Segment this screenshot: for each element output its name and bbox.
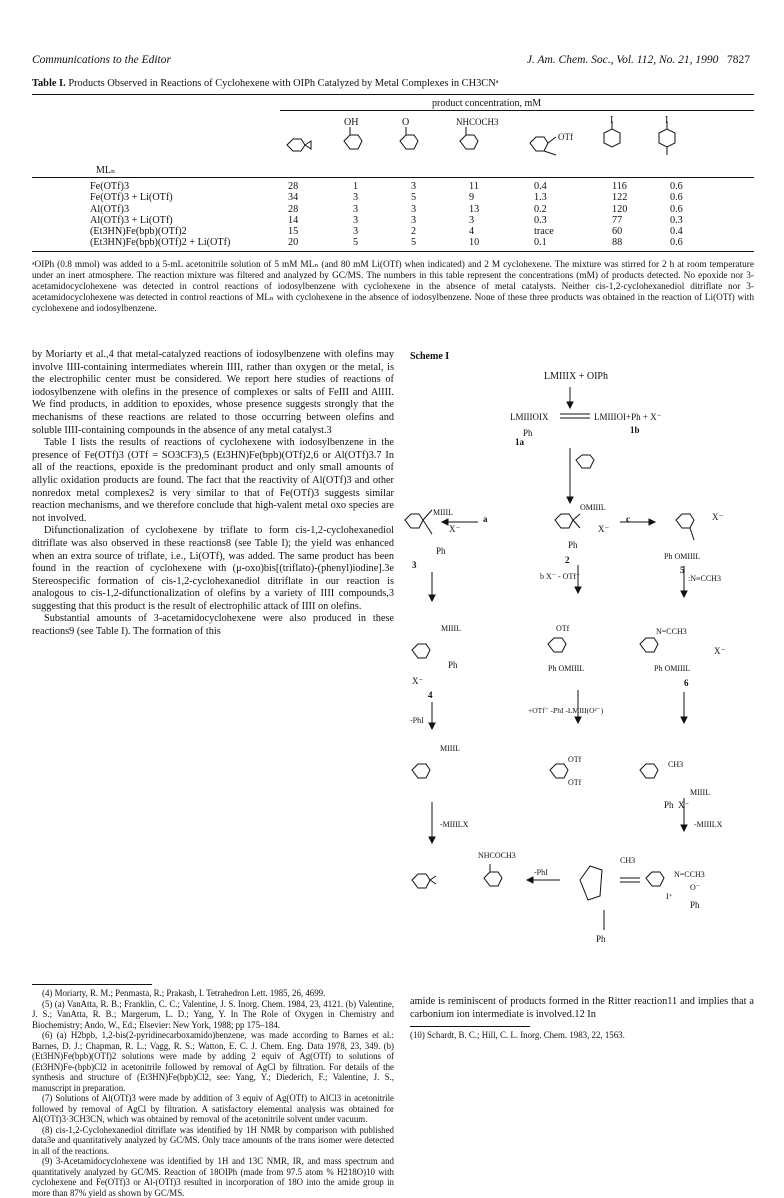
right-reference: (10) Schardt, B. C.; Hill, C. L. Inorg. Chem. 1983, 22, 1563. bbox=[410, 1030, 625, 1040]
amide-product-ring bbox=[484, 872, 502, 886]
otf-mid: OTf bbox=[556, 624, 570, 633]
value-cell: 88 bbox=[612, 237, 623, 249]
cyclic-intermediate-ring bbox=[640, 764, 658, 778]
col-label-i: I bbox=[610, 115, 614, 126]
catalyst-cell: Fe(OTf)3 + Li(OTf) bbox=[90, 192, 173, 204]
om-6: OMIIIL bbox=[664, 664, 691, 673]
value-cell: 2 bbox=[411, 226, 417, 238]
arrow-a-label: a bbox=[483, 514, 488, 524]
value-cell: 3 bbox=[411, 203, 417, 215]
col-label-nhcoch3: NHCOCH3 bbox=[456, 117, 499, 127]
value-cell: 3 bbox=[353, 203, 359, 215]
structure-4-ring bbox=[412, 644, 430, 658]
value-cell: 116 bbox=[612, 181, 627, 192]
acetonitrile-reagent: :N≡CCH3 bbox=[688, 574, 721, 583]
value-cell: 0.2 bbox=[534, 203, 547, 215]
value-cell: 20 bbox=[288, 237, 299, 249]
arrow-c-label: c bbox=[626, 514, 630, 524]
value-cell: 0.1 bbox=[534, 237, 547, 249]
value-cell: 5 bbox=[411, 237, 417, 249]
col-label-oh: OH bbox=[344, 117, 359, 128]
value-cell: 3 bbox=[411, 181, 417, 192]
value-cell: 3 bbox=[353, 192, 359, 204]
ph-5: Ph bbox=[664, 552, 673, 561]
scheme-reactants: LMIIIX + OIPh bbox=[544, 371, 608, 382]
om-5: OMIIIL bbox=[674, 552, 701, 561]
minus-phi-left: -PhI bbox=[410, 716, 424, 725]
label-6: 6 bbox=[684, 678, 689, 688]
label-5: 5 bbox=[680, 565, 685, 575]
value-cell: 10 bbox=[469, 237, 480, 249]
ph-2: Ph bbox=[568, 540, 578, 550]
om-2: OMIIIL bbox=[580, 503, 606, 512]
value-cell: 0.4 bbox=[670, 226, 683, 238]
ph-6: Ph bbox=[654, 664, 663, 673]
value-cell: 3 bbox=[411, 214, 417, 226]
paragraph-4: Substantial amounts of 3-acetamidocyclohexene were also produced in these reactions9 (see Table I). The formation of this bbox=[32, 613, 394, 638]
value-cell: 15 bbox=[288, 226, 299, 238]
otf-prod-top: OTf bbox=[568, 755, 582, 764]
halide-product-ring bbox=[412, 764, 430, 778]
catalyst-cell: Fe(OTf)3 bbox=[90, 181, 130, 192]
value-cell: 122 bbox=[612, 192, 628, 204]
table-caption-text: Products Observed in Reactions of Cyclohexene with OIPh Catalyzed by Metal Complexes in CH3CNᵃ bbox=[68, 78, 499, 89]
label-1b: 1b bbox=[630, 425, 640, 435]
ominus: O⁻ bbox=[690, 883, 700, 892]
ref-7: (7) Solutions of Al(OTf)3 were made by addition of 3 equiv of Ag(OTf) to AlCl3 in acetonitrile followed by removal of AgCl by filtration. A satisfactory elemental analysis was obtained for Al(OTf)3·3CH3CN, which was obtained by removal of the acetonitrile solvent under vacuum. bbox=[32, 1093, 394, 1124]
value-cell: 0.6 bbox=[670, 181, 683, 192]
ph-cyclic: Ph bbox=[664, 800, 674, 810]
label-3: 3 bbox=[412, 560, 417, 570]
reference-list bbox=[32, 988, 394, 1198]
ref-8: (8) cis-1,2-Cyclohexanediol ditriflate was identified by 1H NMR by comparison with published data3e and quantitatively analyzed by GC/MS. Only trace amounts of the trans isomer were detected in all of the reactions. bbox=[32, 1124, 394, 1156]
table-label: Table I. bbox=[32, 78, 66, 89]
intermediate-1b-formula: LMIIIOI+Ph + X⁻ bbox=[594, 412, 662, 422]
value-cell: 3 bbox=[353, 214, 359, 226]
col-label-i2: I bbox=[665, 115, 669, 126]
value-cell: 0.6 bbox=[670, 237, 683, 249]
label-4: 4 bbox=[428, 690, 433, 700]
nitrilium-oxazoline: N=CCH3 bbox=[674, 870, 705, 879]
minus-mx-left: -MIIILX bbox=[440, 820, 469, 829]
page-number: 7827 bbox=[727, 54, 750, 66]
catalyst-cell: Al(OTf)3 + Li(OTf) bbox=[90, 214, 173, 226]
scheme-title: Scheme I bbox=[410, 351, 450, 362]
value-cell: 0.3 bbox=[670, 214, 683, 226]
catalyst-cell: (Et3HN)Fe(bpb)(OTf)2 bbox=[90, 226, 187, 238]
x-minus-2: X⁻ bbox=[598, 524, 610, 534]
value-cell: 0.6 bbox=[670, 192, 683, 204]
minus-mx-right: -MIIILX bbox=[694, 820, 723, 829]
ch3-cyclic: CH3 bbox=[668, 760, 684, 769]
value-cell: 120 bbox=[612, 203, 628, 215]
catalyst-cell: (Et3HN)Fe(bpb)(OTf)2 + Li(OTf) bbox=[90, 237, 231, 249]
value-cell: 0.4 bbox=[534, 181, 547, 192]
body-right-column: amide is reminiscent of products formed in the Ritter reaction11 and implies that a carbonium ion intermediate is involved.12 In bbox=[410, 996, 754, 1020]
ch3-bicyclic: CH3 bbox=[620, 856, 636, 865]
nitrilium-6: N=CCH3 bbox=[656, 627, 687, 636]
structure-6-ring bbox=[640, 638, 658, 652]
group-header: product concentration, mM bbox=[432, 98, 542, 109]
value-cell: 77 bbox=[612, 214, 623, 226]
oxazoline-ring bbox=[646, 872, 664, 886]
paragraph-3: Difunctionalization of cyclohexene by triflate to form cis-1,2-cyclohexanediol ditriflate was also observed in these reactions8 (see Table I); the yield was enhanced when an extra source of triflate, i.e., Li(OTf), was added. The same product has been found in the reaction of cyclohexene with (μ-oxo)bis[(triflato)-(phenyl)iodine].3e Stereospecific formation of cis-1,2-cyclohexanediol ditriflate in our reaction is analogous to cis-1,2-difunctionalization of olefins by a variety of IIII compounds,3 suggesting that this product is the result of electrophilic attack of IIII on olefins. bbox=[32, 525, 394, 612]
value-cell: 60 bbox=[612, 226, 623, 238]
x-minus-3: X⁻ bbox=[449, 524, 461, 534]
value-cell: 11 bbox=[469, 181, 479, 192]
right-footnote-rule bbox=[410, 1026, 530, 1027]
ph-x-cyclic bbox=[664, 800, 689, 811]
ph-4: Ph bbox=[448, 660, 458, 670]
mlabel-3: MIIIL bbox=[433, 508, 453, 517]
ph-oxazoline: Ph bbox=[690, 900, 700, 910]
ph-1a: Ph bbox=[523, 428, 533, 438]
value-cell: 1.3 bbox=[534, 192, 547, 204]
x-minus-cyclic: X⁻ bbox=[678, 800, 690, 810]
value-cell: 3 bbox=[469, 214, 475, 226]
value-cell: 9 bbox=[469, 192, 475, 204]
table-footnote: ᵃOIPh (0.8 mmol) was added to a 5-mL acetonitrile solution of 5 mM MLₙ (and 80 mM Li(OTf) when indicated) and 2 M cyclohexene. The mixture was stirred for 2 h at room temperature under an inert atmosphere. The reaction mixture was filtered and analyzed by GC/MS. The numbers in this table represent the concentrations (mM) of products detected. No epoxide nor 3-acetamidocyclohexene was detected in control reactions of iodosylbenzene with cyclohexene in the absence of metal catalysts. Neither cis-1,2-cyclohexanediol ditriflate nor 3-acetamidocyclohexene was detected in control reactions of MLₙ with cyclohexene in the absence of iodosylbenzene. None of these three products was obtained in the reaction of Li(OTf) with cyclohexene and iodosylbenzene. bbox=[32, 260, 754, 315]
value-cell: 3 bbox=[353, 226, 359, 238]
x-minus-4: X⁻ bbox=[412, 676, 424, 686]
intermediate-mid-ring bbox=[548, 638, 566, 652]
col-label-o: O bbox=[402, 117, 410, 128]
catalyst-cell: Al(OTf)3 bbox=[90, 203, 130, 215]
value-cell: 28 bbox=[288, 181, 299, 192]
mlabel-cyclic: MIIIL bbox=[690, 788, 710, 797]
ref-9: (9) 3-Acetamidocyclohexene was identified by 1H and 13C NMR, IR, and mass spectrum and quantitatively analyzed by GC/MS. Reaction of 18OIPh (made from 97.5 atom % H218O)10 with cyclohexene and Fe(OTf)3 or Al-(OTf)3 resulted in incorporation of 18O into the amide group in more than 87% yield as shown by GC/MS. bbox=[32, 1156, 394, 1198]
col-label-otf: OTf bbox=[558, 132, 573, 142]
value-cell: 1 bbox=[353, 181, 359, 192]
otf-elim-step: +OTf⁻ -PhI -LMIII(O²⁻) bbox=[528, 706, 604, 715]
i-plus: I⁺ bbox=[666, 892, 673, 901]
value-cell: 28 bbox=[288, 203, 299, 215]
ditriflate-product-ring bbox=[550, 764, 568, 778]
value-cell: 0.3 bbox=[534, 214, 547, 226]
ph-mid: Ph bbox=[548, 664, 557, 673]
value-cell: 13 bbox=[469, 203, 480, 215]
ph-3: Ph bbox=[436, 546, 446, 556]
ref-4: (4) Moriarty, R. M.; Penmasta, R.; Prakash, I. Tetrahedron Lett. 1985, 26, 4699. bbox=[42, 988, 326, 998]
footnote-rule bbox=[32, 984, 152, 985]
value-cell: 5 bbox=[411, 192, 417, 204]
running-head: Communications to the Editor bbox=[32, 54, 171, 66]
label-2: 2 bbox=[565, 555, 570, 565]
value-cell: trace bbox=[534, 226, 554, 238]
bicyclic-intermediate bbox=[580, 866, 602, 900]
ref-6: (6) (a) H2bpb, 1,2-bis(2-pyridinecarboxamido)benzene, was made according to Barnes et al.: Barnes, D. J.; Chapman, R. L.; Vagg, R. S.; Watton, E. C. J. Chem. Eng. Data 1978, 23, 349. (b) (Et3HN)Fe(bpb)(OTf)2 solutions were made by adding 2 equiv of Ag(OTf) to solutions of (Et3HN)Fe-(bpb)Cl2 in acetonitrile followed by removal of AgCl by filtration. For details of the synthesis and structure of (Et3HN)Fe(bpb)Cl2, see: Yang, Y.; Diederich, F.; Valentine, J. S., manuscript in preparation. bbox=[32, 1030, 394, 1093]
otf-prod-bottom: OTf bbox=[568, 778, 582, 787]
paragraph-2: Table I lists the results of reactions of cyclohexene with iodosylbenzene in the presence of Fe(OTf)3 (OTf = SO3CF3),5 (Et3HN)Fe(bpb)(OTf)2,6 or Al(OTf)3.7 In all of the reactions, epoxide is the predominant product and only small amounts of allylic oxidation products are found. The fact that the reactivity of Al(OTf)3 and other nonredox metal complexes2 is very similar to that of Fe(OTf)3 suggests similar reaction mechanisms, and we therefore conclude that high-valent metal oxo species are not involved. bbox=[32, 437, 394, 524]
ref-5: (5) (a) VanAtta, R. B.; Franklin, C. C.; Valentine, J. S. Inorg. Chem. 1984, 23, 4121. (b) Valentine, J. S.; VanAtta, R. B.; Margerum, L. D.; Yang, Y. In The Role of Oxygen in Chemistry and Biochemistry; Ando, W., Ed.; Elsevier: New York, 1988; pp 175–184. bbox=[32, 998, 394, 1030]
value-cell: 34 bbox=[288, 192, 299, 204]
journal-name: J. Am. Chem. Soc., Vol. 112, No. 21, 1990 bbox=[526, 54, 719, 66]
intermediate-1a-formula: LMIIIOIX bbox=[510, 412, 549, 422]
label-1a: 1a bbox=[515, 437, 524, 447]
value-cell: 4 bbox=[469, 226, 475, 238]
row-header: MLₙ bbox=[96, 165, 116, 176]
epoxide-product bbox=[412, 874, 430, 888]
minus-phi-amide: -PhI bbox=[534, 868, 548, 877]
mlabel-4: MIIIL bbox=[441, 624, 461, 633]
value-cell: 5 bbox=[353, 237, 359, 249]
x-minus-5: X⁻ bbox=[712, 512, 724, 522]
ph-bicyclic: Ph bbox=[596, 934, 606, 944]
x-minus-6: X⁻ bbox=[714, 646, 726, 656]
value-cell: 14 bbox=[288, 214, 299, 226]
arrow-b-label: b X⁻ - OTf⁻ bbox=[540, 572, 581, 581]
value-cell: 0.6 bbox=[670, 203, 683, 215]
mlabel-step2: MIIIL bbox=[440, 744, 460, 753]
nhcoch3-product: NHCOCH3 bbox=[478, 851, 516, 860]
om-mid: OMIIIL bbox=[558, 664, 585, 673]
paragraph-1: by Moriarty et al.,4 that metal-catalyzed reactions of iodosylbenzene with olefins may involve IIII-containing intermediates wherein IIII, rather than oxygen or the metal, is the electrophilic center must be considered. We report here studies of reactions of iodosylbenzene with olefins in the presence of complexes or salts of FeIII and AlIII. We find products, in addition to epoxides, whose presence suggests strongly that the mechanisms of these reactions are related to those occurring between olefins and soluble IIII-containing compounds in the absence of any metal catalyst.3 bbox=[32, 349, 394, 436]
